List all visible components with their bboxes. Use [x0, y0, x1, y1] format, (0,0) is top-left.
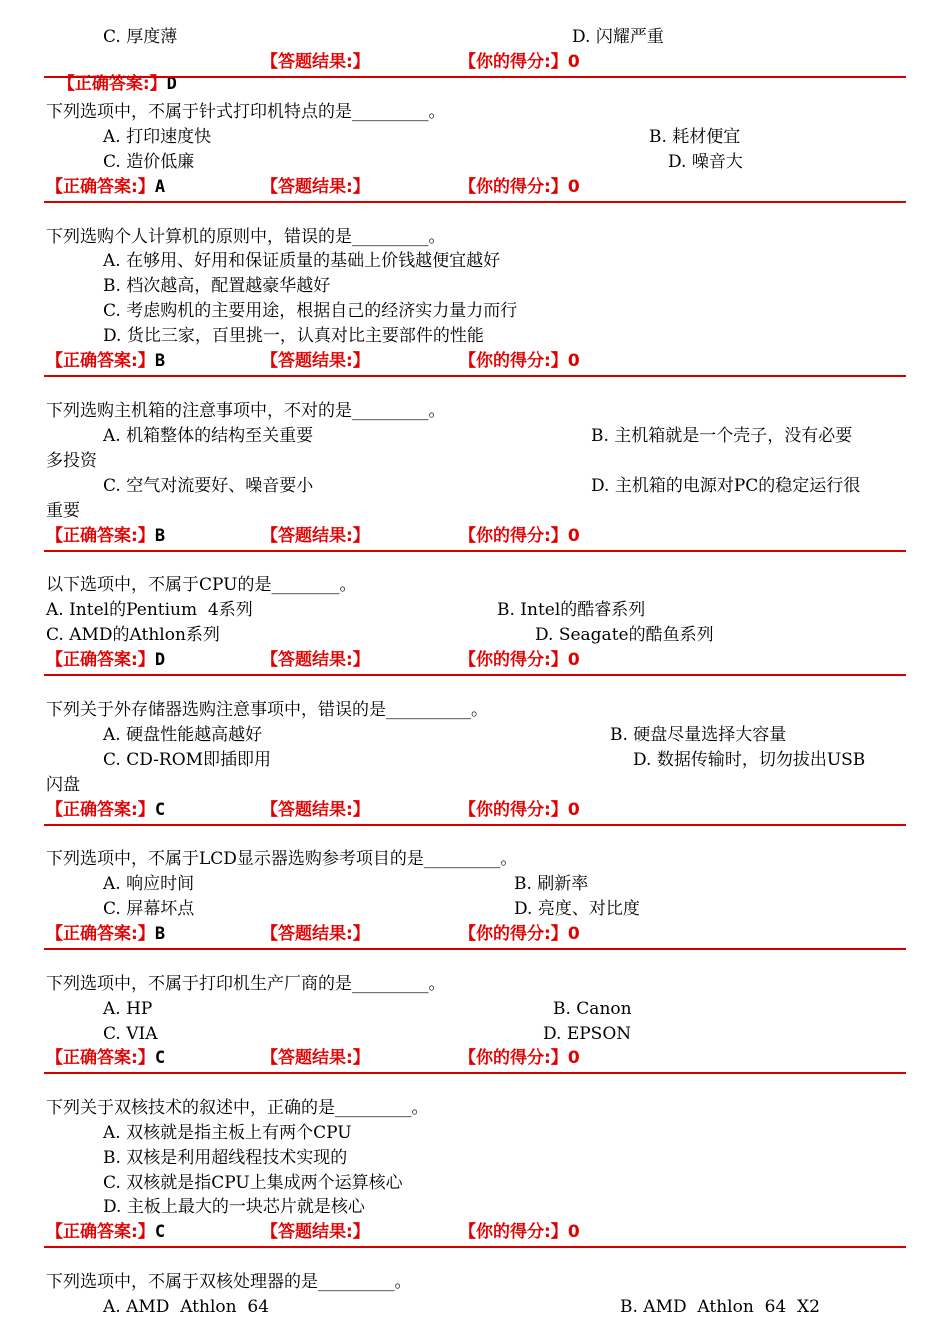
- question-stem: 下列关于双核技术的叙述中，正确的是_________。: [46, 1098, 429, 1118]
- option-b: B. 刷新率: [514, 874, 589, 894]
- score-row: [459, 51, 580, 73]
- answer-row: [46, 1221, 165, 1243]
- score-label: 【你的得分:】: [459, 650, 568, 670]
- option-c: C. 屏幕坏点: [103, 899, 195, 919]
- answer-result-label: 【答题结果:】: [261, 52, 370, 72]
- score-row: [459, 176, 580, 198]
- score-row: [459, 1221, 580, 1243]
- option-d: D. Seagate的酷鱼系列: [535, 625, 714, 645]
- option-d-continued: 重要: [46, 501, 80, 521]
- score-row: [459, 799, 580, 821]
- score-value: 0: [567, 1048, 580, 1068]
- option-c: C. 造价低廉: [103, 152, 195, 172]
- answer-result-label: 【答题结果:】: [261, 526, 370, 546]
- score-row: [459, 350, 580, 372]
- answer-result-label: 【答题结果:】: [261, 1222, 370, 1242]
- answer-row: [46, 799, 165, 821]
- correct-answer-label: 【正确答案:】: [46, 800, 155, 820]
- answer-row: [46, 350, 165, 372]
- option-b: B. Canon: [553, 999, 632, 1019]
- score-label: 【你的得分:】: [459, 526, 568, 546]
- correct-answer-value: C: [154, 1222, 166, 1242]
- question-stem: 下列选项中，不属于打印机生产厂商的是_________。: [46, 974, 446, 994]
- option-c: C. VIA: [103, 1024, 158, 1044]
- option-a: A. HP: [103, 999, 153, 1019]
- option-c: C. 双核就是指CPU上集成两个运算核心: [103, 1173, 403, 1193]
- answer-row: [46, 1047, 165, 1069]
- divider: [44, 824, 906, 826]
- option-a: A. 响应时间: [103, 874, 195, 894]
- option-d: D. 货比三家，百里挑一，认真对比主要部件的性能: [103, 326, 484, 346]
- question-stem: 下列选项中，不属于双核处理器的是_________。: [46, 1272, 412, 1292]
- answer-row: [46, 525, 165, 547]
- correct-answer-label: 【正确答案:】: [46, 1222, 155, 1242]
- question-stem: 下列选项中，不属于LCD显示器选购参考项目的是_________。: [46, 849, 518, 869]
- question-stem: 下列选项中，不属于针式打印机特点的是_________。: [46, 102, 446, 122]
- divider: [44, 948, 906, 950]
- option-b: B. 耗材便宜: [649, 127, 741, 147]
- divider: [44, 1246, 906, 1248]
- option-a: A. 双核就是指主板上有两个CPU: [103, 1123, 352, 1143]
- score-value: 0: [567, 52, 580, 72]
- answer-row: [46, 51, 177, 94]
- score-label: 【你的得分:】: [459, 800, 568, 820]
- divider: [44, 1072, 906, 1074]
- option-a: A. 硬盘性能越高越好: [103, 725, 263, 745]
- option-d: D. 亮度、对比度: [514, 899, 640, 919]
- divider: [44, 201, 906, 203]
- correct-answer-label: 【正确答案:】: [46, 650, 155, 670]
- divider: [44, 76, 906, 78]
- correct-answer-value: D: [166, 74, 177, 94]
- option-d: D. 噪音大: [668, 152, 743, 172]
- option-b: B. 硬盘尽量选择大容量: [610, 725, 787, 745]
- correct-answer-value: C: [154, 800, 166, 820]
- option-b: B. AMD Athlon 64 X2: [620, 1297, 820, 1317]
- score-value: 0: [567, 800, 580, 820]
- option-d: D. 数据传输时，切勿拔出USB: [633, 750, 866, 770]
- score-label: 【你的得分:】: [459, 924, 568, 944]
- option-b: B. Intel的酷睿系列: [497, 600, 646, 620]
- divider: [44, 375, 906, 377]
- answer-result-label: 【答题结果:】: [261, 177, 370, 197]
- question-stem: 以下选项中，不属于CPU的是________。: [46, 575, 357, 595]
- option-c: C. CD-ROM即插即用: [103, 750, 272, 770]
- option-d: D. EPSON: [543, 1024, 632, 1044]
- correct-answer-value: C: [154, 1048, 166, 1068]
- option-a: A. Intel的Pentium 4系列: [46, 600, 253, 620]
- correct-answer-label: 【正确答案:】: [46, 177, 155, 197]
- option-c: C. 空气对流要好、噪音要小: [103, 476, 314, 496]
- score-value: 0: [567, 1222, 580, 1242]
- option-b: B. 主机箱就是一个壳子，没有必要: [591, 426, 853, 446]
- score-value: 0: [567, 650, 580, 670]
- score-row: [459, 1047, 580, 1069]
- correct-answer-value: B: [154, 924, 166, 944]
- score-row: [459, 649, 580, 671]
- answer-result-label: 【答题结果:】: [261, 1048, 370, 1068]
- score-label: 【你的得分:】: [459, 1048, 568, 1068]
- answer-result-label: 【答题结果:】: [261, 351, 370, 371]
- answer-result-label: 【答题结果:】: [261, 650, 370, 670]
- option-b: B. 档次越高，配置越豪华越好: [103, 276, 331, 296]
- score-row: [459, 923, 580, 945]
- correct-answer-label: 【正确答案:】: [46, 526, 155, 546]
- score-label: 【你的得分:】: [459, 52, 568, 72]
- divider: [44, 550, 906, 552]
- question-stem: 下列选购主机箱的注意事项中，不对的是_________。: [46, 401, 446, 421]
- option-a: A. 在够用、好用和保证质量的基础上价钱越便宜越好: [103, 251, 501, 271]
- score-row: [459, 525, 580, 547]
- question-stem: 下列选购个人计算机的原则中，错误的是_________。: [46, 227, 446, 247]
- correct-answer-label: 【正确答案:】: [46, 351, 155, 371]
- correct-answer-value: D: [154, 650, 166, 670]
- option-c: C. AMD的Athlon系列: [46, 625, 220, 645]
- option-c: C. 考虑购机的主要用途，根据自己的经济实力量力而行: [103, 301, 518, 321]
- answer-result-label: 【答题结果:】: [261, 924, 370, 944]
- option-b-continued: 多投资: [46, 451, 97, 471]
- correct-answer-label: 【正确答案:】: [57, 74, 167, 94]
- answer-row: [46, 649, 165, 671]
- option-d: D. 主板上最大的一块芯片就是核心: [103, 1197, 365, 1217]
- option-d-continued: 闪盘: [46, 775, 80, 795]
- score-value: 0: [567, 526, 580, 546]
- correct-answer-value: B: [154, 351, 166, 371]
- score-value: 0: [567, 351, 580, 371]
- option-a: A. 机箱整体的结构至关重要: [103, 426, 314, 446]
- answer-row: [46, 176, 165, 198]
- option-a: A. 打印速度快: [103, 127, 212, 147]
- option-b: B. 双核是利用超线程技术实现的: [103, 1148, 348, 1168]
- correct-answer-label: 【正确答案:】: [46, 1048, 155, 1068]
- correct-answer-value: B: [154, 526, 166, 546]
- score-value: 0: [567, 924, 580, 944]
- question-stem: 下列关于外存储器选购注意事项中，错误的是__________。: [46, 700, 488, 720]
- answer-row: [46, 923, 165, 945]
- score-label: 【你的得分:】: [459, 177, 568, 197]
- option-a: A. AMD Athlon 64: [103, 1297, 270, 1317]
- option-c: C. 厚度薄: [103, 27, 178, 47]
- option-d: D. 主机箱的电源对PC的稳定运行很: [591, 476, 861, 496]
- score-label: 【你的得分:】: [459, 1222, 568, 1242]
- correct-answer-label: 【正确答案:】: [46, 924, 155, 944]
- option-d: D. 闪耀严重: [572, 27, 664, 47]
- correct-answer-value: A: [154, 177, 166, 197]
- score-value: 0: [567, 177, 580, 197]
- answer-result-label: 【答题结果:】: [261, 800, 370, 820]
- divider: [44, 674, 906, 676]
- score-label: 【你的得分:】: [459, 351, 568, 371]
